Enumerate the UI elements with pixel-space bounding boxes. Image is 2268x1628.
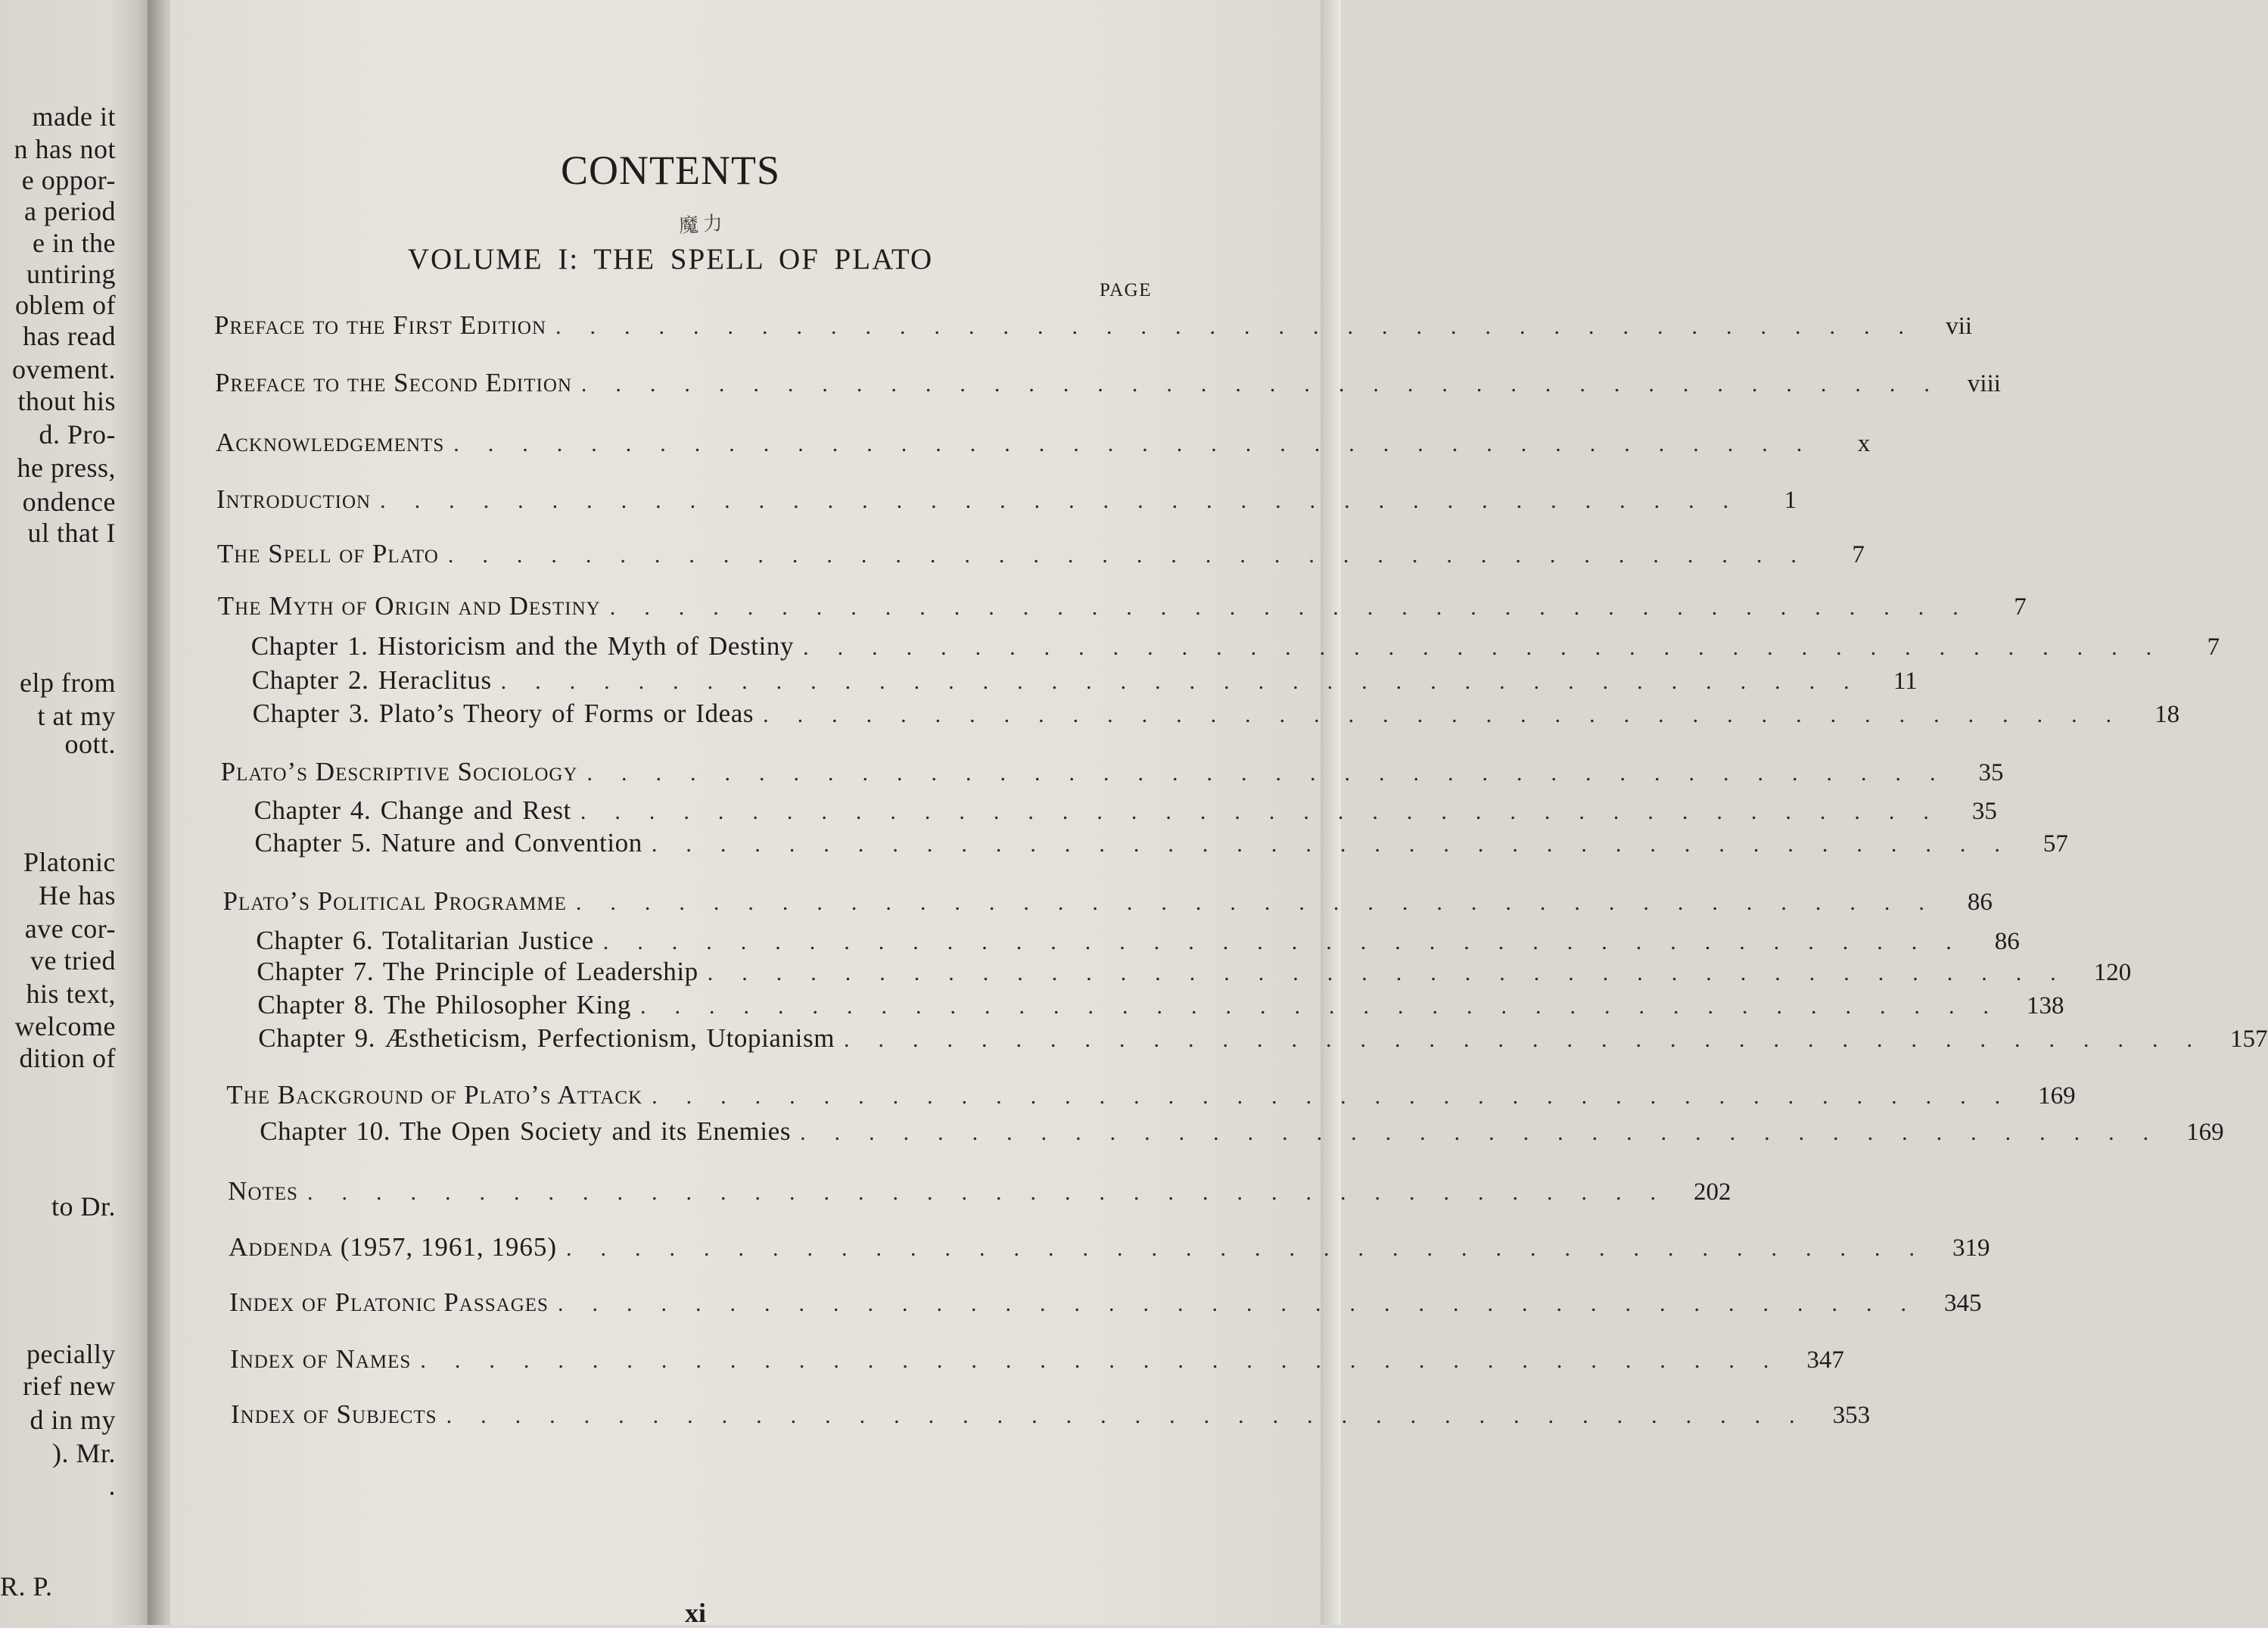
entry-page-number: 7 <box>2207 633 2220 661</box>
entry-title: Chapter 8. The Philosopher King <box>257 989 632 1019</box>
leader-dots: ........................................ <box>586 760 1965 786</box>
contents-title: CONTENTS <box>561 148 780 193</box>
left-page-text-line: untiring <box>26 258 116 289</box>
left-page-text-line: Platonic <box>23 847 116 878</box>
page-number: xi <box>685 1598 707 1628</box>
toc-chapter-entry <box>257 957 2132 987</box>
leader-dots: ........................................ <box>803 635 2181 661</box>
entry-title: Introduction <box>216 484 372 514</box>
toc-section-entry <box>214 368 2001 398</box>
left-page-text-line: e oppor- <box>21 165 116 196</box>
leader-dots: ........................................ <box>580 798 1958 824</box>
toc-section-entry <box>214 310 1973 340</box>
toc-section-entry <box>229 1287 1982 1317</box>
entry-page-number: 157 <box>2230 1025 2268 1053</box>
toc-section-entry <box>217 590 2027 621</box>
left-page-text-line: n has not <box>14 134 116 165</box>
toc-section-entry <box>231 1399 1871 1429</box>
entry-page-number: 86 <box>1967 888 1993 916</box>
entry-title: Chapter 10. The Open Society and its Enemies <box>260 1116 792 1146</box>
entry-title: Chapter 9. Æstheticism, Perfectionism, Utopianism <box>258 1023 835 1053</box>
entry-title: The Spell of Plato <box>216 539 439 569</box>
left-page-text-line: dition of <box>19 1042 116 1073</box>
entry-page-number: 120 <box>2093 959 2132 987</box>
left-page-text-line: elp from <box>20 668 116 699</box>
toc-chapter-entry <box>258 1023 2268 1053</box>
entry-page-number: 35 <box>1971 797 1997 825</box>
leader-dots: ........................................ <box>453 431 1831 456</box>
entry-title: Index of Subjects <box>231 1399 437 1429</box>
leader-dots: ........................................ <box>580 372 1958 397</box>
entry-title: Addenda (1957, 1961, 1965) <box>229 1232 558 1262</box>
entry-page-number: 7 <box>1852 541 1865 569</box>
toc-section-entry <box>216 484 1797 514</box>
toc-section-entry <box>215 427 1871 457</box>
leader-dots: ........................................ <box>609 594 1987 620</box>
leader-dots: ........................................ <box>380 487 1758 513</box>
entry-page-number: 138 <box>2027 991 2064 1019</box>
entry-title: Chapter 2. Heraclitus <box>251 665 492 696</box>
toc-chapter-entry <box>252 699 2180 729</box>
volume-heading: VOLUME I: THE SPELL OF PLATO <box>407 243 934 275</box>
entry-title: Chapter 1. Historicism and the Myth of Destiny <box>250 631 795 661</box>
left-page-text-line: thout his <box>17 386 116 417</box>
entry-page-number: 169 <box>2038 1082 2076 1110</box>
left-page-text-line: rief new <box>23 1370 116 1401</box>
entry-title: Plato’s Descriptive Sociology <box>220 756 578 786</box>
left-page-text-line: a period <box>24 196 116 227</box>
toc-section-entry <box>226 1079 2076 1110</box>
entry-page-number: 11 <box>1893 668 1918 696</box>
left-page-text-line: he press, <box>17 452 116 483</box>
entry-title: The Background of Plato’s Attack <box>226 1079 643 1110</box>
toc-chapter-entry <box>250 631 2220 661</box>
toc-section-entry <box>222 886 1993 916</box>
left-page-text-line: ondence <box>22 486 116 517</box>
entry-title: Plato’s Political Programme <box>222 886 567 916</box>
left-page-text-line: t at my <box>37 701 116 732</box>
entry-page-number: 169 <box>2186 1118 2224 1146</box>
left-page-text-line: ul that I <box>27 517 116 548</box>
left-page-text-line: ave cor- <box>24 913 116 944</box>
leader-dots: ........................................ <box>602 929 1980 954</box>
page-column-header: PAGE <box>1100 280 1152 300</box>
left-page-text-line: d in my <box>30 1404 116 1435</box>
entry-title: Preface to the Second Edition <box>214 368 572 398</box>
leader-dots: ........................................ <box>844 1026 2222 1052</box>
toc-section-entry <box>220 756 2004 786</box>
entry-page-number: viii <box>1967 370 2001 398</box>
leader-dots: ........................................ <box>652 1083 2030 1109</box>
entry-page-number: 345 <box>1943 1289 1982 1317</box>
left-page-text-line: to Dr. <box>51 1191 116 1222</box>
left-page <box>0 0 155 1625</box>
left-page-text-line: his text, <box>26 979 116 1010</box>
left-page-text-line: e in the <box>33 227 116 258</box>
leader-dots: ........................................ <box>707 960 2085 986</box>
toc-chapter-entry <box>251 665 1918 696</box>
leader-dots: ........................................ <box>557 1290 1935 1316</box>
entry-title: Index of Names <box>230 1344 412 1374</box>
leader-dots: ........................................ <box>566 1236 1944 1262</box>
leader-dots: ........................................ <box>420 1348 1798 1374</box>
entry-page-number: 35 <box>1978 758 2004 786</box>
entry-page-number: 353 <box>1832 1401 1871 1429</box>
entry-title: Chapter 5. Nature and Convention <box>254 828 642 858</box>
toc-section-entry <box>216 539 1865 569</box>
leader-dots: ........................................ <box>446 1402 1824 1428</box>
handwritten-note: 魔力 <box>678 211 728 238</box>
toc-section-entry <box>228 1176 1731 1206</box>
entry-title: Chapter 3. Plato’s Theory of Forms or Ideas <box>252 699 754 729</box>
leader-dots: ........................................ <box>306 1180 1685 1206</box>
toc-chapter-entry <box>256 926 2020 955</box>
left-page-text-line: ). Mr. <box>52 1437 116 1468</box>
entry-page-number: 347 <box>1806 1346 1844 1374</box>
left-page-text-line: welcome <box>14 1010 116 1041</box>
entry-page-number: 18 <box>2154 701 2180 729</box>
left-page-text-line: He has <box>39 880 116 911</box>
toc-chapter-entry <box>254 828 2068 858</box>
left-page-text-line: d. Pro- <box>39 419 116 450</box>
entry-page-number: vii <box>1946 312 1973 340</box>
left-page-text-line: ovement. <box>12 353 116 384</box>
left-page-text-line: oott. <box>64 729 116 760</box>
toc-chapter-entry <box>260 1116 2224 1146</box>
leader-dots: ........................................ <box>763 702 2141 728</box>
leader-dots: ........................................ <box>447 543 1825 568</box>
left-page-text-line: made it <box>32 101 116 132</box>
entry-page-number: 7 <box>2014 593 2027 621</box>
toc-chapter-entry <box>254 795 1997 825</box>
left-page-text-line: . <box>108 1471 116 1502</box>
leader-dots: ........................................ <box>651 832 2029 858</box>
toc-chapter-entry <box>257 989 2064 1019</box>
leader-dots: ........................................ <box>555 313 1934 339</box>
entry-page-number: 1 <box>1784 486 1797 514</box>
entry-title: The Myth of Origin and Destiny <box>217 590 601 621</box>
toc-section-entry <box>229 1232 1990 1262</box>
left-page-text-line: R. P. <box>0 1571 53 1602</box>
entry-page-number: 86 <box>1994 928 2020 955</box>
entry-page-number: 202 <box>1693 1178 1731 1206</box>
entry-title: Chapter 4. Change and Rest <box>254 795 571 825</box>
left-page-text-line: has read <box>23 320 116 351</box>
leader-dots: ........................................ <box>575 889 1953 915</box>
entry-page-number: x <box>1857 429 1871 457</box>
left-page-text-line: ve tried <box>30 945 116 976</box>
entry-title: Chapter 6. Totalitarian Justice <box>256 926 594 955</box>
leader-dots: ........................................ <box>800 1119 2178 1145</box>
entry-page-number: 57 <box>2042 830 2068 858</box>
entry-page-number: 319 <box>1952 1234 1990 1262</box>
entry-title: Index of Platonic Passages <box>229 1287 549 1317</box>
left-page-text-line: oblem of <box>15 289 116 320</box>
leader-dots: ........................................ <box>640 993 2018 1019</box>
entry-title: Preface to the First Edition <box>214 310 547 340</box>
entry-title: Acknowledgements <box>215 427 445 457</box>
toc-section-entry <box>230 1344 1844 1374</box>
left-page-text-line: pecially <box>26 1339 116 1370</box>
entry-title: Notes <box>228 1176 298 1206</box>
leader-dots: ........................................ <box>500 669 1878 695</box>
entry-title: Chapter 7. The Principle of Leadership <box>257 957 698 987</box>
